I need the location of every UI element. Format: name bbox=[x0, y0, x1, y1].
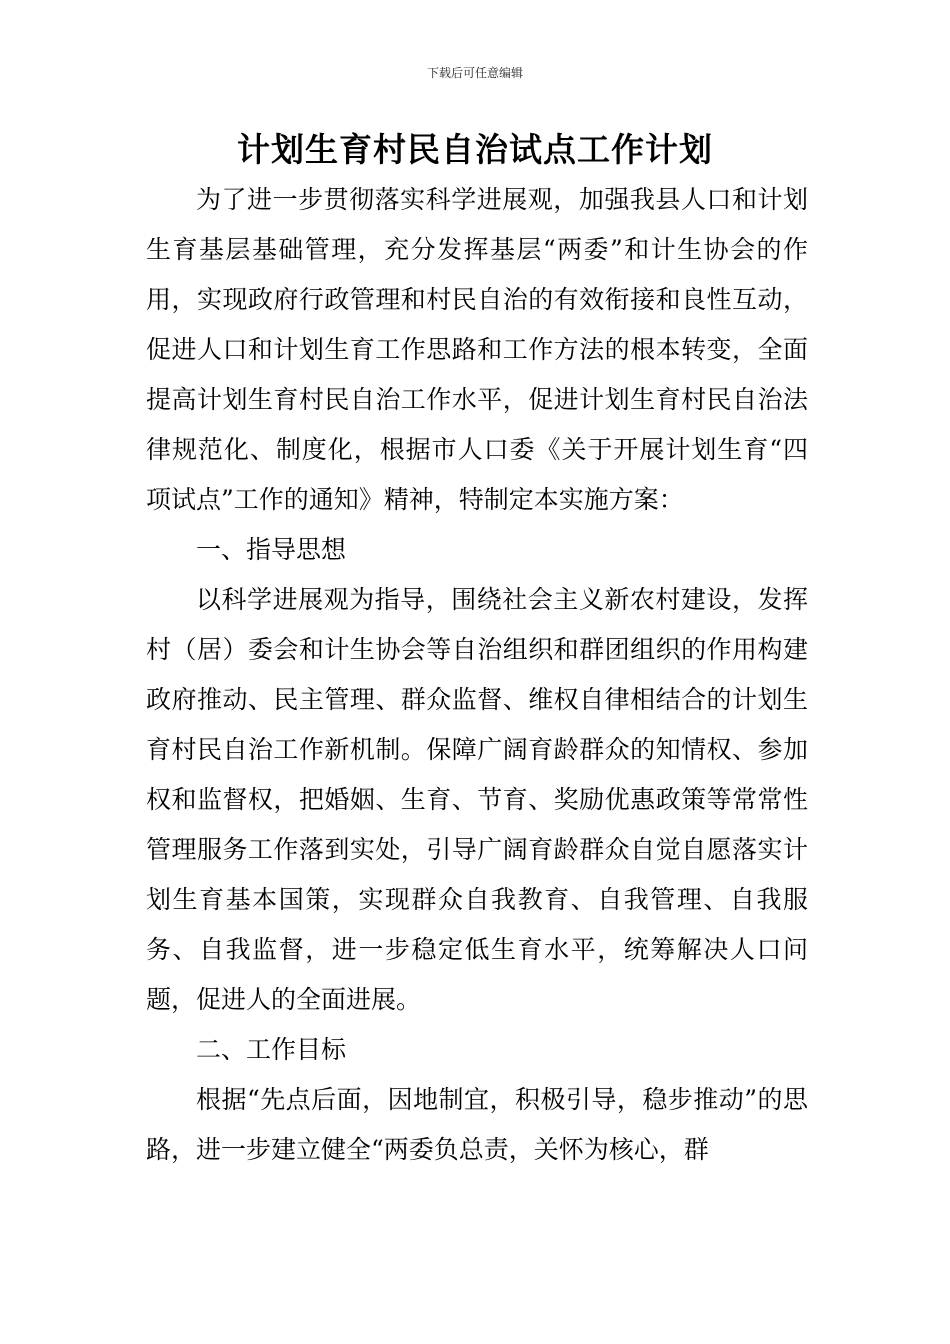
header-note: 下载后可任意编辑 bbox=[426, 66, 523, 80]
paragraph-intro: 为了进一步贯彻落实科学进展观，加强我县人口和计划生育基层基础管理，充分发挥基层“两委”和计生协会的作用，实现政府行政管理和村民自治的有效衔接和良性互动，促进人口和计划生育工作思路和工作方法的根本转变，全面提高计划生育村民自治工作水平，促进计划生育村民自治法律规范化、制度化，根据市人口委《关于开展计划生育“四项试点”工作的通知》精神，特制定本实施方案： bbox=[146, 185, 808, 514]
paragraph-guiding-ideology: 以科学进展观为指导，围绕社会主义新农村建设，发挥村（居）委会和计生协会等自治组织和群团组织的作用构建政府推动、民主管理、群众监督、维权自律相结合的计划生育村民自治工作新机制。保障广阔育龄群众的知情权、参加权和监督权，把婚姻、生育、节育、奖励优惠政策等常常性管理服务工作落到实处，引导广阔育龄群众自觉自愿落实计划生育基本国策，实现群众自我教育、自我管理、自我服务、自我监督，进一步稳定低生育水平，统筹解决人口问题，促进人的全面进展。 bbox=[146, 585, 808, 1014]
document-title: 计划生育村民自治试点工作计划 bbox=[237, 130, 713, 169]
section-heading-work-goals: 二、工作目标 bbox=[196, 1035, 347, 1064]
paragraph-work-goals: 根据“先点后面，因地制宜，积极引导，稳步推动”的思路，进一步建立健全“两委负总责，关怀为核心，群 bbox=[146, 1085, 808, 1164]
document-body bbox=[146, 175, 808, 1175]
section-heading-guiding-ideology: 一、指导思想 bbox=[196, 535, 347, 564]
